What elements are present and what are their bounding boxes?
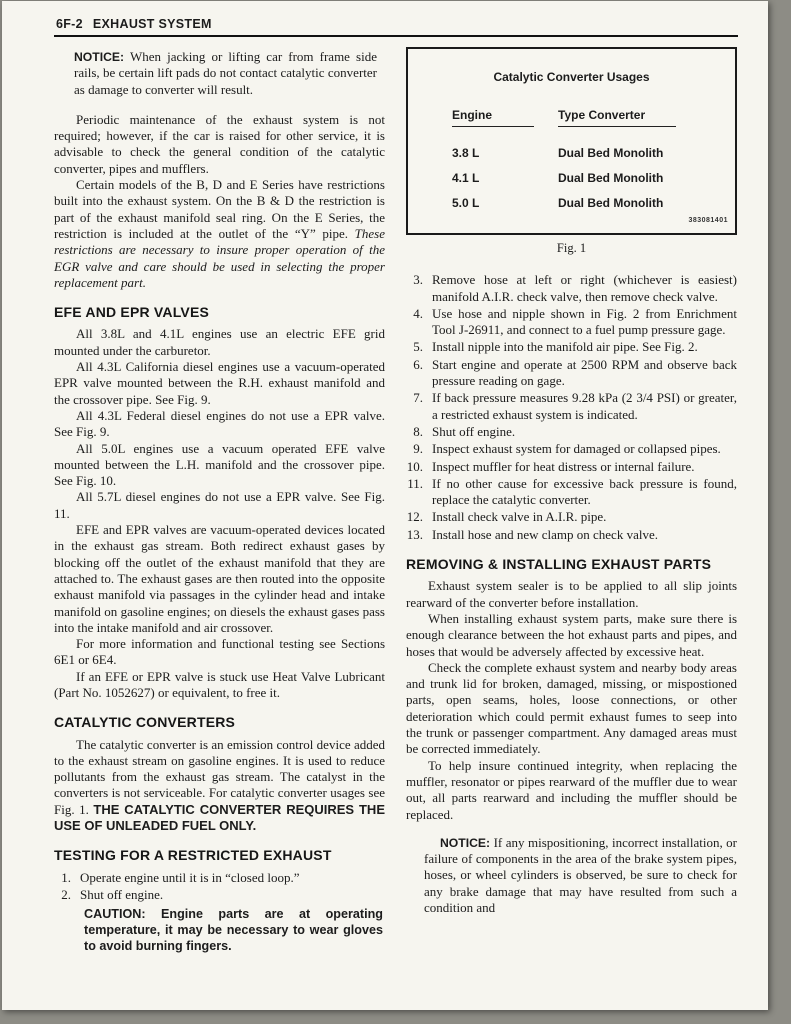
section-heading-efe: EFE AND EPR VALVES [54, 304, 210, 321]
cell-engine: 3.8 L [452, 145, 480, 160]
step-number: 8. [413, 423, 423, 439]
cell-type: Dual Bed Monolith [558, 170, 664, 185]
step-number: 3. [413, 272, 423, 288]
step-number: 1. [61, 869, 71, 885]
column-header-engine: Engine [452, 107, 534, 126]
notice-text: If any mispositioning, incorrect installation, or failure of components in the area of the brake system pipes, hoses, or wheel cylinders is observed, be sure to check for any brake damage that may have resulted from such a condition and [424, 834, 737, 915]
left-column [54, 47, 385, 954]
step-number: 11. [407, 475, 423, 491]
cell-type: Dual Bed Monolith [558, 196, 664, 211]
scanned-manual-page [2, 1, 768, 1010]
paragraph [54, 737, 385, 835]
caution-label: CAUTION: [84, 907, 146, 922]
step-text: If back pressure measures 9.28 kPa (2 3/4 PSI) or greater, a restricted exhaust system is indicated. [432, 390, 737, 422]
numbered-step [406, 424, 737, 440]
step-text: Install check valve in A.I.R. pipe. [432, 509, 607, 525]
paragraph-bold-text: THE CATALYTIC CONVERTER REQUIRES THE USE OF UNLEADED FUEL ONLY. [54, 801, 385, 834]
step-number: 12. [406, 509, 423, 525]
paragraph-italic-text: These restrictions are necessary to insure proper operation of the EGR valve and care should be used in selecting the proper replacement part. [54, 225, 385, 290]
paragraph: All 3.8L and 4.1L engines use an electric EFE grid mounted under the carburetor. [54, 326, 385, 358]
numbered-step [406, 509, 737, 525]
numbered-step [406, 306, 737, 339]
right-column [406, 47, 737, 954]
header-rule [54, 35, 738, 37]
step-number: 2. [61, 886, 71, 902]
notice-label: NOTICE: [440, 835, 491, 850]
caution-block [84, 906, 383, 954]
paragraph: To help insure continued integrity, when replacing the muffler, resonator or pipes rearward of the muffler due to wear out, all parts rearward and including the muffler should be replaced. [406, 757, 737, 822]
figure-table [452, 107, 735, 211]
page-title: EXHAUST SYSTEM [92, 17, 212, 31]
figure-title: Catalytic Converter Usages [493, 70, 650, 84]
step-text: Install hose and new clamp on check valve. [432, 526, 658, 542]
paragraph: Periodic maintenance of the exhaust system is not required; however, if the car is raised for other service, it is advisable to check the general condition of the catalytic converter, pipes and mufflers. [54, 111, 385, 176]
step-text: Shut off engine. [432, 423, 516, 439]
step-number: 9. [413, 441, 423, 457]
cell-engine: 4.1 L [452, 170, 480, 185]
numbered-step [406, 459, 737, 475]
cell-type: Dual Bed Monolith [558, 145, 664, 160]
figure-1 [406, 47, 737, 256]
step-number: 6. [413, 356, 423, 372]
numbered-step [406, 357, 737, 390]
figure-box [406, 47, 737, 235]
step-text: Shut off engine. [80, 886, 164, 902]
paragraph: All 5.7L diesel engines do not use a EPR valve. See Fig. 11. [54, 489, 385, 521]
column-header-type-converter: Type Converter [558, 107, 676, 126]
numbered-step [406, 390, 737, 423]
numbered-step [54, 887, 385, 903]
figure-reference-number: 383081401 [688, 216, 728, 224]
table-row [452, 170, 735, 186]
page-number: 6F-2 [56, 17, 83, 31]
step-text: Remove hose at left or right (whichever is easiest) manifold A.I.R. check valve, then remove check valve. [432, 272, 737, 304]
notice-block [74, 49, 377, 98]
paragraph: Check the complete exhaust system and nearby body areas and trunk lid for broken, damaged, missing, or mispostioned parts, open seams, holes, loose connections, or other deterioration which could permit exhaust fumes to seep into the trunk or passenger compartment. Any damaged areas must be corrected immediately. [406, 659, 737, 757]
notice-label: NOTICE: [74, 50, 125, 64]
numbered-step [406, 476, 737, 509]
paragraph-text: Certain models of the B, D and E Series have restrictions built into the exhaust system. On the B & D the restriction is part of the exhaust manifold seal ring. On the E Series, the restriction is included at the outlet of the “Y” pipe. [54, 177, 385, 241]
numbered-step [406, 527, 737, 543]
step-number: 5. [413, 339, 423, 355]
step-text: Inspect exhaust system for damaged or collapsed pipes. [432, 441, 721, 457]
step-number: 4. [413, 305, 423, 321]
figure-caption: Fig. 1 [556, 241, 587, 255]
step-text: Inspect muffler for heat distress or internal failure. [432, 458, 695, 474]
step-text: If no other cause for excessive back pressure is found, replace the catalytic converter. [432, 475, 737, 508]
notice-text: When jacking or lifting car from frame side rails, be certain lift pads do not contact catalytic converter as damage to converter will result. [74, 49, 377, 97]
paragraph: For more information and functional testing see Sections 6E1 or 6E4. [54, 636, 385, 668]
step-text: Use hose and nipple shown in Fig. 2 from Enrichment Tool J-26911, and connect to a fuel pump pressure gage. [432, 305, 737, 338]
notice-block [424, 835, 737, 916]
numbered-step [406, 272, 737, 305]
figure-table-header [452, 107, 735, 126]
two-column-layout [54, 47, 738, 954]
numbered-step [54, 870, 385, 886]
paragraph: All 5.0L engines use a vacuum operated EFE valve mounted between the L.H. manifold and the crossover pipe. See Fig. 10. [54, 440, 385, 489]
paragraph: If an EFE or EPR valve is stuck use Heat Valve Lubricant (Part No. 1052627) or equivalent, to free it. [54, 668, 385, 700]
step-text: Operate engine until it is in “closed loop.” [80, 869, 300, 885]
numbered-step [406, 441, 737, 457]
step-number: 13. [406, 526, 423, 542]
step-text: Install nipple into the manifold air pipe. See Fig. 2. [432, 339, 698, 355]
caution-text: Engine parts are at operating temperature, it may be necessary to wear gloves to avoid burning fingers. [84, 907, 383, 954]
paragraph: EFE and EPR valves are vacuum-operated devices located in the exhaust gas stream. Both redirect exhaust gases by blocking off the outlet of the exhaust manifold that they are attached to. The exhaust gases are then routed into the opposite exhaust manifold via passages in the cylinder head and intake manifold on gasoline engines; on diesels the exhaust gases pass into the intake manifold and air crossover. [54, 522, 385, 635]
cell-engine: 5.0 L [452, 196, 480, 211]
step-text: Start engine and operate at 2500 RPM and observe back pressure reading on gage. [432, 356, 737, 389]
page-header [54, 17, 738, 31]
table-row [452, 195, 735, 211]
paragraph: All 4.3L California diesel engines use a vacuum-operated EPR valve mounted between the R.H. exhaust manifold and the crossover pipe. See Fig. 9. [54, 359, 385, 407]
paragraph: Exhaust system sealer is to be applied to all slip joints rearward of the converter before installation. [406, 578, 737, 610]
section-heading-catalytic: CATALYTIC CONVERTERS [54, 714, 236, 731]
section-heading-testing: TESTING FOR A RESTRICTED EXHAUST [54, 847, 332, 864]
paragraph [54, 177, 385, 291]
section-heading-removing: REMOVING & INSTALLING EXHAUST PARTS [406, 556, 712, 573]
numbered-step [406, 339, 737, 355]
table-row [452, 145, 735, 161]
paragraph: All 4.3L Federal diesel engines do not use a EPR valve. See Fig. 9. [54, 407, 385, 440]
paragraph-text: The catalytic converter is an emission control device added to the exhaust stream on gasoline engines. It is used to reduce pollutants from the exhaust gas stream. The catalyst in the converters is not serviceable. For catalytic converter usages see Fig. 1. [54, 736, 385, 817]
step-number: 10. [406, 458, 423, 474]
step-number: 7. [413, 390, 423, 406]
paragraph: When installing exhaust system parts, make sure there is enough clearance between the hot exhaust parts and pipes, and hoses that would be adversely affected by excessive heat. [406, 610, 737, 659]
